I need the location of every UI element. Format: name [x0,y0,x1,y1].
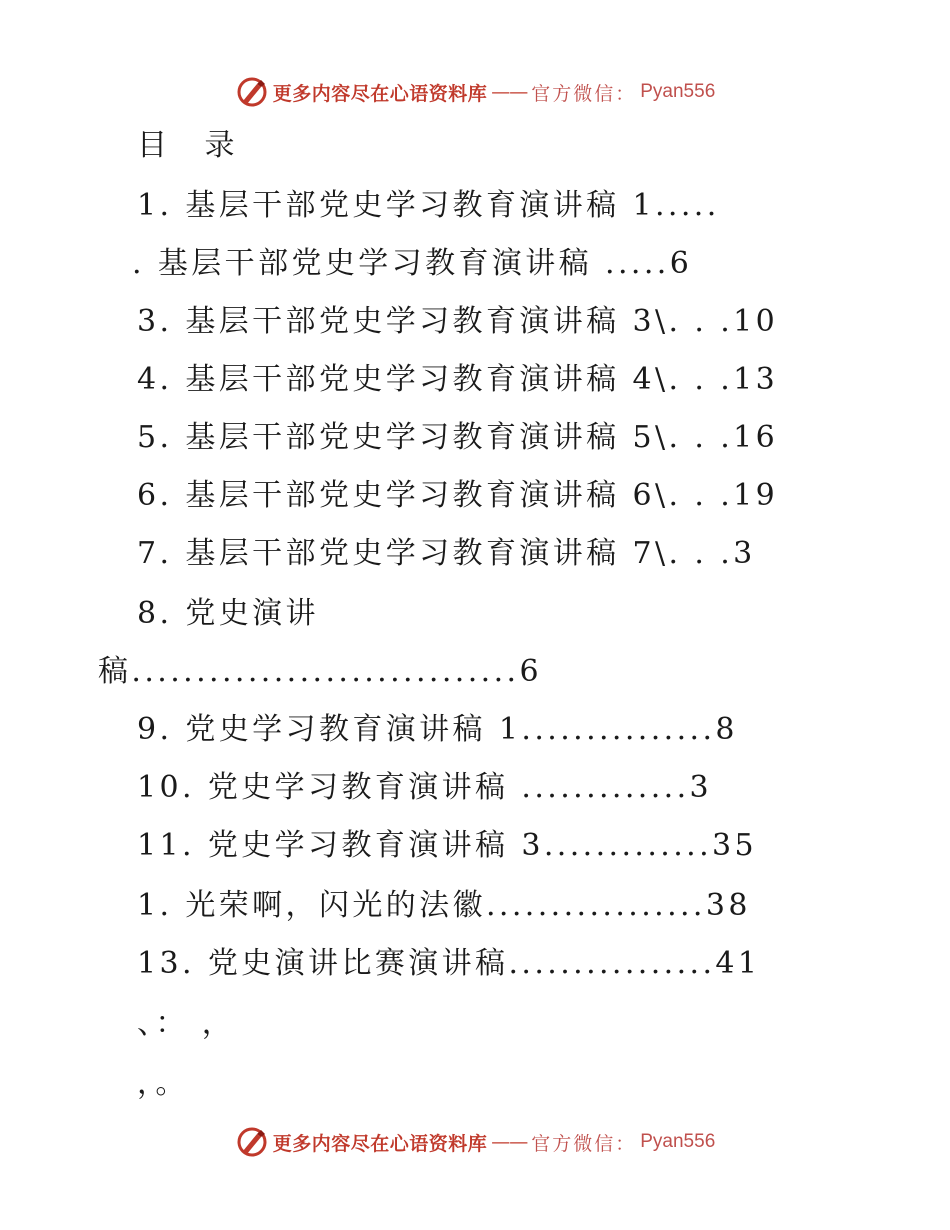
toc-entry-3: 3. 基层干部党史学习教育演讲稿 3\. . .10 [137,304,779,339]
toc-entry-1: 1. 基层干部党史学习教育演讲稿 1..... [137,188,720,223]
pen-logo-icon [235,1125,269,1159]
toc-entry-8-continued: 稿..............................6 [98,654,542,689]
footer-watermark [0,1122,950,1162]
toc-entry-6: 6. 基层干部党史学习教育演讲稿 6\. . .19 [137,478,779,513]
toc-entry-4: 4. 基层干部党史学习教育演讲稿 4\. . .13 [137,362,779,397]
toc-entry-12: 1. 光荣啊，闪光的法徽.................38 [137,888,751,923]
toc-entry-9: 9. 党史学习教育演讲稿 1...............8 [137,712,738,747]
stray-punctuation-2: ，。 [137,1066,189,1101]
toc-entry-5: 5. 基层干部党史学习教育演讲稿 5\. . .16 [137,420,779,455]
watermark-wechat-handle: Pyan556 [640,81,716,102]
toc-entry-10: 10. 党史学习教育演讲稿 .............3 [137,770,713,805]
watermark-official-label: 官方微信： [531,82,637,105]
toc-entry-2: . 基层干部党史学习教育演讲稿 .....6 [132,246,693,281]
pen-logo-icon [235,75,269,109]
watermark-dash: —— [491,81,528,103]
watermark-main-text: 更多内容尽在心语资料库 [272,1132,488,1155]
toc-entry-8: 8. 党史演讲 [137,596,319,631]
header-watermark [0,72,950,112]
watermark-dash: —— [491,1131,528,1153]
watermark-wechat-handle: Pyan556 [640,1131,716,1152]
watermark-official-label: 官方微信： [531,1132,637,1155]
stray-punctuation-1: 、： ， [137,1006,236,1041]
toc-title: 目 录 [137,128,249,163]
toc-entry-11: 11. 党史学习教育演讲稿 3.............35 [137,828,758,863]
toc-entry-7: 7. 基层干部党史学习教育演讲稿 7\. . .3 [137,536,756,571]
toc-entry-13: 13. 党史演讲比赛演讲稿................41 [137,946,761,981]
watermark-main-text: 更多内容尽在心语资料库 [272,82,488,105]
